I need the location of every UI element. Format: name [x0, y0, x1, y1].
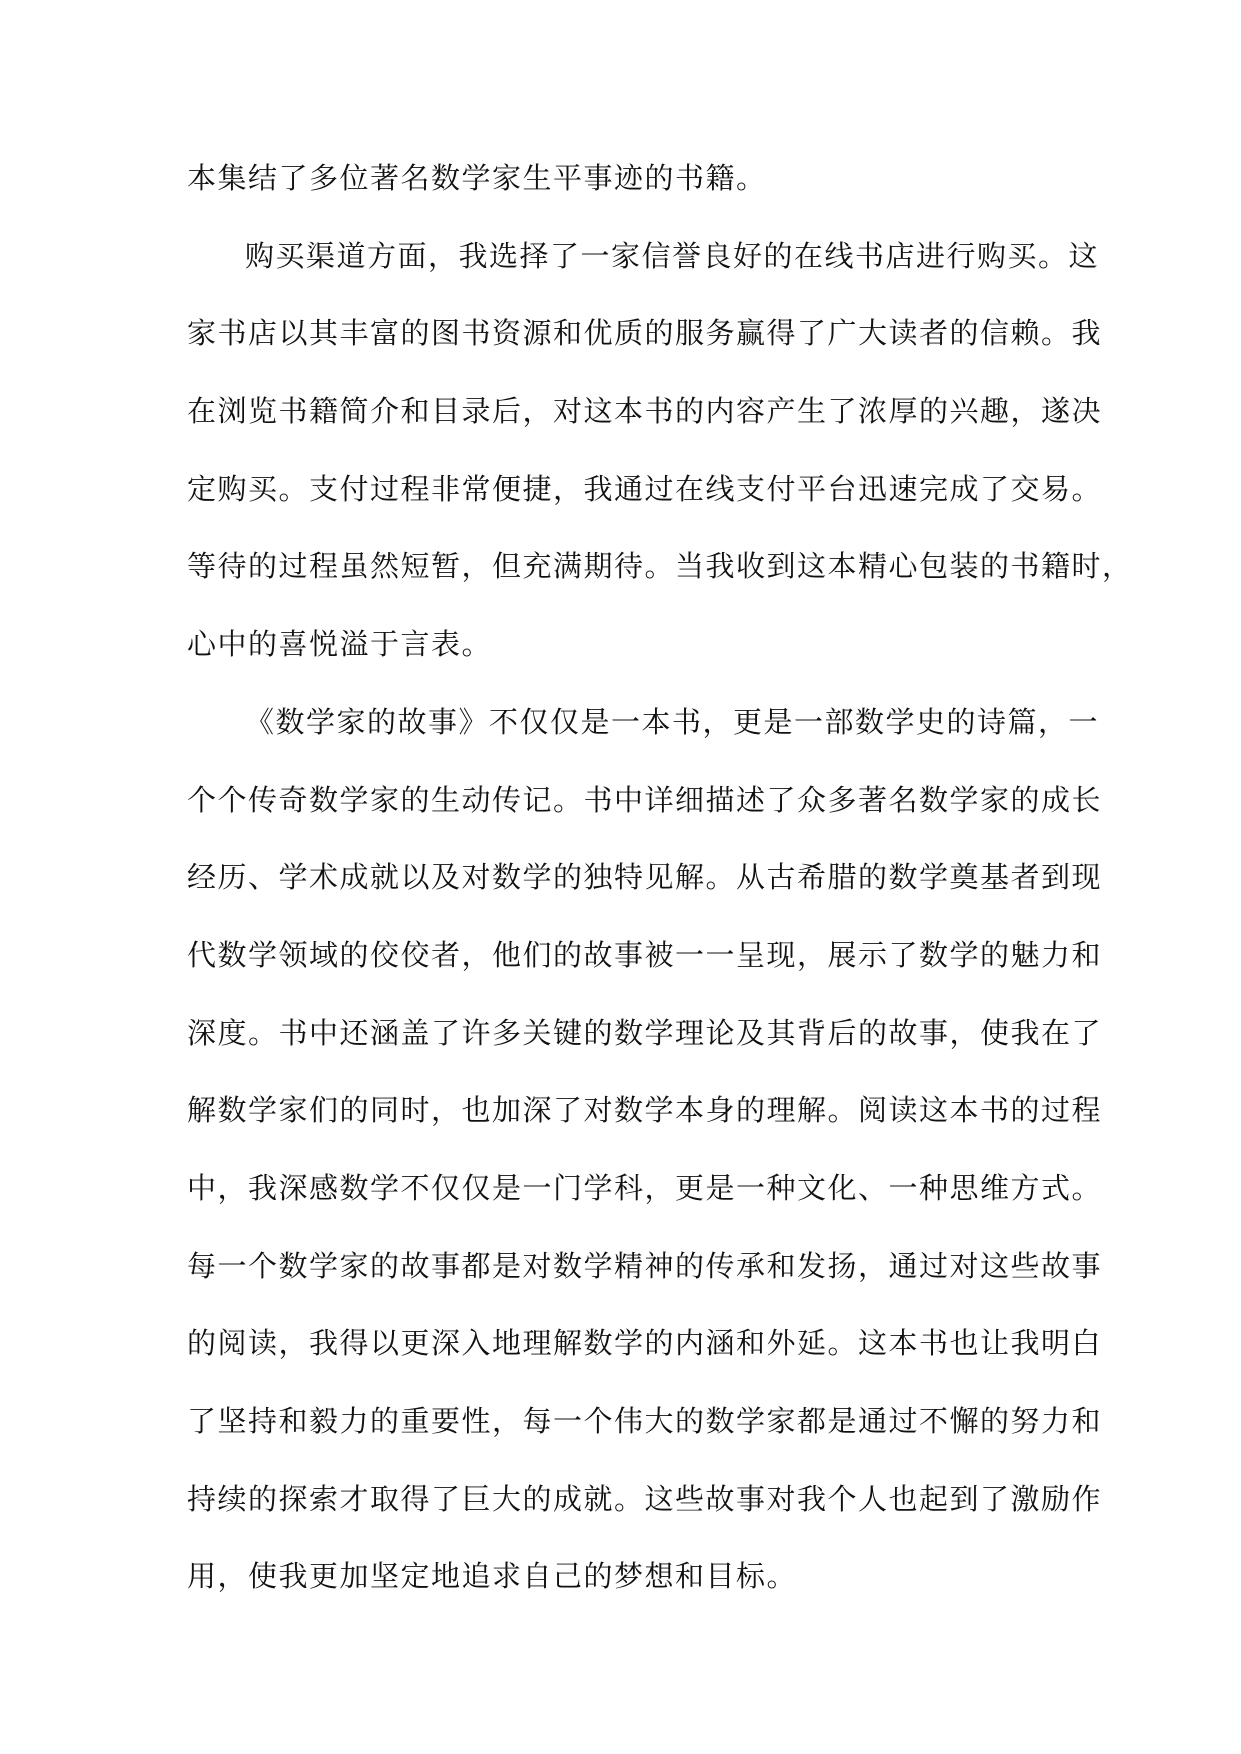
text-line: 深度。书中还涵盖了许多关键的数学理论及其背后的故事，使我在了 [187, 1015, 1103, 1050]
text-line: 用，使我更加坚定地追求自己的梦想和目标。 [187, 1559, 798, 1594]
text-line: 心中的喜悦溢于言表。 [187, 627, 493, 662]
text-line: 经历、学术成就以及对数学的独特见解。从古希腊的数学奠基者到现 [187, 860, 1103, 895]
body-text [187, 140, 1133, 1616]
text-line: 本集结了多位著名数学家生平事迹的书籍。 [187, 161, 767, 195]
text-line: 中，我深感数学不仅仅是一门学科，更是一种文化、一种思维方式。 [187, 1170, 1103, 1205]
text-line: 的阅读，我得以更深入地理解数学的内涵和外延。这本书也让我明白 [187, 1326, 1103, 1361]
text-line: 个个传奇数学家的生动传记。书中详细描述了众多著名数学家的成长 [187, 782, 1103, 817]
text-line: 解数学家们的同时，也加深了对数学本身的理解。阅读这本书的过程 [187, 1093, 1103, 1128]
text-line: 代数学领域的佼佼者，他们的故事被一一呈现，展示了数学的魅力和 [187, 937, 1103, 972]
text-line: 持续的探索才取得了巨大的成就。这些故事对我个人也起到了激励作 [187, 1481, 1103, 1516]
paragraph-start-line: 购买渠道方面，我选择了一家信誉良好的在线书店进行购买。这 [245, 238, 1100, 273]
paragraph-start-line: 《数学家的故事》不仅仅是一本书，更是一部数学史的诗篇，一 [245, 704, 1100, 739]
text-line: 在浏览书籍简介和目录后，对这本书的内容产生了浓厚的兴趣，遂决 [187, 394, 1103, 429]
text-line: 每一个数学家的故事都是对数学精神的传承和发扬，通过对这些故事 [187, 1248, 1103, 1283]
text-line: 家书店以其丰富的图书资源和优质的服务赢得了广大读者的信赖。我 [187, 316, 1103, 351]
text-line: 定购买。支付过程非常便捷，我通过在线支付平台迅速完成了交易。 [187, 471, 1103, 506]
text-line: 了坚持和毅力的重要性，每一个伟大的数学家都是通过不懈的努力和 [187, 1404, 1103, 1438]
text-line: 等待的过程虽然短暂，但充满期待。当我收到这本精心包装的书籍时， [187, 549, 1133, 584]
